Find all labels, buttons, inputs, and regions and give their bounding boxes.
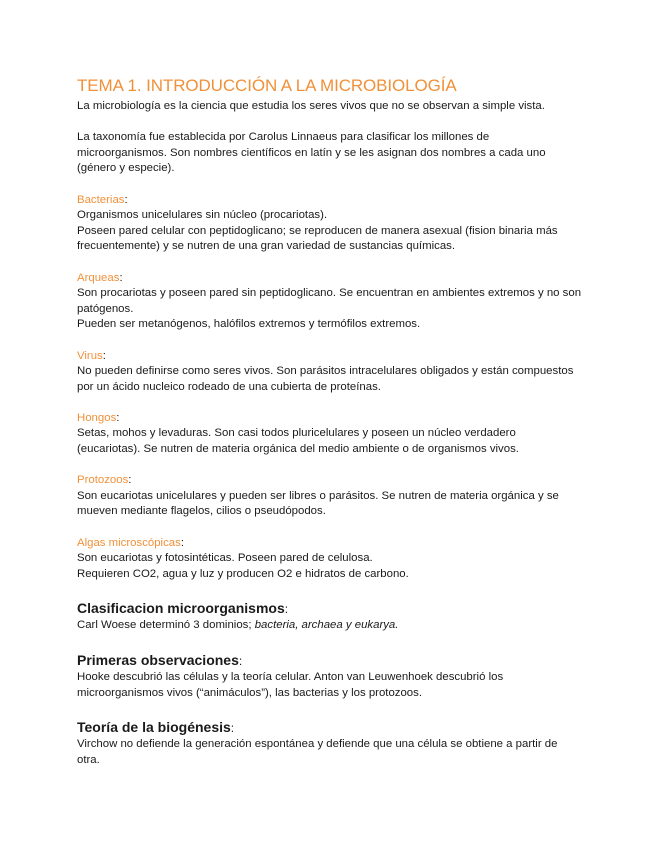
group-hongos: [77, 411, 582, 458]
group-protozoos: [77, 473, 582, 520]
group-heading: Arqueas:: [77, 271, 123, 284]
group-line: Son eucariotas y fotosintéticas. Poseen pared de celulosa.: [77, 552, 373, 565]
group-heading: Protozoos:: [77, 474, 132, 487]
group-heading: Virus:: [77, 349, 106, 362]
group-line: No pueden definirse como seres vivos. Son parásitos intracelulares obligados y están compuestos por un ácido nucleico rodeado de una cubierta de proteínas.: [77, 365, 574, 393]
group-heading: Bacterias:: [77, 193, 128, 206]
observations-text: Hooke descubrió las células y la teoría celular. Anton van Leuwenhoek descubrió los microorganismos vivos (“animáculos”), las bacterias y los protozoos.: [77, 671, 504, 699]
group-line: Poseen pared celular con peptidoglicano; se reproducen de manera asexual (fision binaria más frecuentemente) y se nutren de una gran variedad de sustancias químicas.: [77, 224, 558, 253]
group-line: Organismos unicelulares sin núcleo (procariotas).: [77, 209, 328, 222]
document-content: [77, 76, 582, 768]
group-line: Setas, mohos y levaduras. Son casi todos pluricelulares y poseen un núcleo verdadero (eucariotas). Se nutren de materia orgánica del medio ambiente o de organismos vivos.: [77, 427, 519, 456]
group-arqueas: [77, 271, 582, 333]
group-line: Requieren CO2, agua y luz y producen O2 e hidratos de carbono.: [77, 567, 409, 580]
section-heading-biogenesis: Teoría de la biogénesis:: [77, 719, 235, 736]
group-line: Son procariotas y poseen pared sin peptidoglicano. Se encuentran en ambientes extremos y no son patógenos.: [77, 287, 582, 315]
group-heading: Algas microscópicas:: [77, 536, 184, 549]
taxonomy-paragraph: La taxonomía fue establecida por Carolus Linnaeus para clasificar los millones de microorganismos. Son nombres científicos en latín y se les asignan dos nombres a cada uno (género y especie).: [77, 131, 546, 175]
group-algas: [77, 536, 582, 583]
group-virus: [77, 349, 582, 396]
biogenesis-text: Virchow no defiende la generación espontánea y defiende que una célula se obtiene a partir de otra.: [77, 738, 558, 766]
intro-paragraph: La microbiología es la ciencia que estudia los seres vivos que no se observan a simple vista.: [77, 100, 545, 112]
domains-list: bacteria, archaea y eukarya.: [254, 619, 399, 632]
group-line: Son eucariotas unicelulares y pueden ser libres o parásitos. Se nutren de materia orgánica y se mueven mediante flagelos, cilios o pseudópodos.: [77, 489, 559, 518]
group-heading: Hongos:: [77, 411, 120, 424]
section-heading-observations: Primeras observaciones:: [77, 652, 243, 668]
section-heading-classification: Clasificacion microorganismos:: [77, 600, 289, 617]
classification-text: Carl Woese determinó 3 dominios; bacteria, archaea y eukarya.: [77, 619, 399, 632]
document-title: TEMA 1. INTRODUCCIÓN A LA MICROBIOLOGÍA: [77, 76, 457, 95]
group-bacterias: [77, 193, 582, 255]
group-line: Pueden ser metanógenos, halófilos extremos y termófilos extremos.: [77, 318, 421, 331]
